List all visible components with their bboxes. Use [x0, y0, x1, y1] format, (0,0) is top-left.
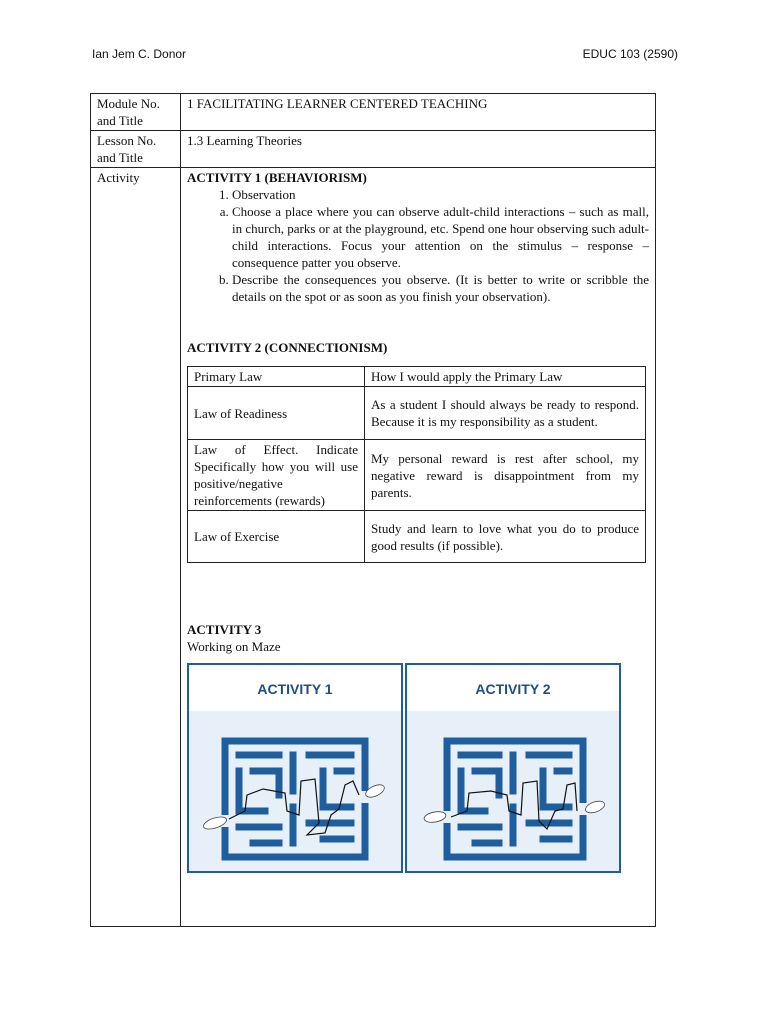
observation-steps: [187, 203, 649, 305]
maze-images: [187, 663, 633, 877]
law-row: [188, 387, 646, 440]
maze-graphic-2: [407, 711, 619, 873]
module-label: Module No. and Title: [91, 94, 181, 131]
law-table-header: [188, 367, 646, 387]
primary-law-table: [187, 366, 646, 563]
maze-panel-1: [187, 663, 403, 873]
observation-list: [187, 186, 649, 203]
course-code: EDUC 103 (2590): [582, 47, 678, 61]
module-value: 1 FACILITATING LEARNER CENTERED TEACHING: [181, 94, 656, 131]
activity-row: [91, 168, 656, 927]
activity-content: [181, 168, 656, 927]
law-name: Law of Exercise: [188, 511, 365, 563]
law-row: [188, 511, 646, 563]
law-name: Law of Readiness: [188, 387, 365, 440]
maze-title-2: ACTIVITY 2: [475, 681, 551, 697]
col-apply: How I would apply the Primary Law: [365, 367, 646, 387]
law-application: Study and learn to love what you do to produce good results (if possible).: [365, 511, 646, 563]
activity2-heading: ACTIVITY 2 (CONNECTIONISM): [187, 340, 388, 355]
step-a: a. Choose a place where you can observe adult-child interactions – such as mall, in church, parks or at the playground, etc. Spend one hour observing such adult-child interactions. Focus your attention on the stimulus – response – consequence patter you observe.: [232, 203, 649, 271]
maze-title-1: ACTIVITY 1: [257, 681, 333, 697]
activity3-heading: ACTIVITY 3: [187, 622, 262, 637]
activity-label: Activity: [91, 168, 181, 927]
lesson-row: [91, 131, 656, 168]
col-primary-law: Primary Law: [188, 367, 365, 387]
step-b: b. Describe the consequences you observe. (It is better to write or scribble the details on the spot or as soon as you finish your observation).: [232, 271, 649, 305]
lesson-value: 1.3 Learning Theories: [181, 131, 656, 168]
activity3-subtitle: Working on Maze: [187, 639, 281, 654]
maze-panel-2: [405, 663, 621, 873]
activity1-heading: ACTIVITY 1 (BEHAVIORISM): [187, 170, 367, 185]
lesson-label: Lesson No. and Title: [91, 131, 181, 168]
maze-graphic-1: [189, 711, 401, 873]
law-application: As a student I should always be ready to respond. Because it is my responsibility as a student.: [365, 387, 646, 440]
author-name: Ian Jem C. Donor: [92, 47, 187, 61]
law-name: Law of Effect. Indicate Specifically how you will use positive/negative reinforcements (rewards): [188, 440, 365, 511]
module-row: [91, 94, 656, 131]
law-row: [188, 440, 646, 511]
observation-label: Observation: [232, 187, 296, 202]
observation-item: [232, 186, 649, 203]
activity-sheet-table: [90, 93, 656, 927]
law-application: My personal reward is rest after school, my negative reward is disappointment from my parents.: [365, 440, 646, 511]
